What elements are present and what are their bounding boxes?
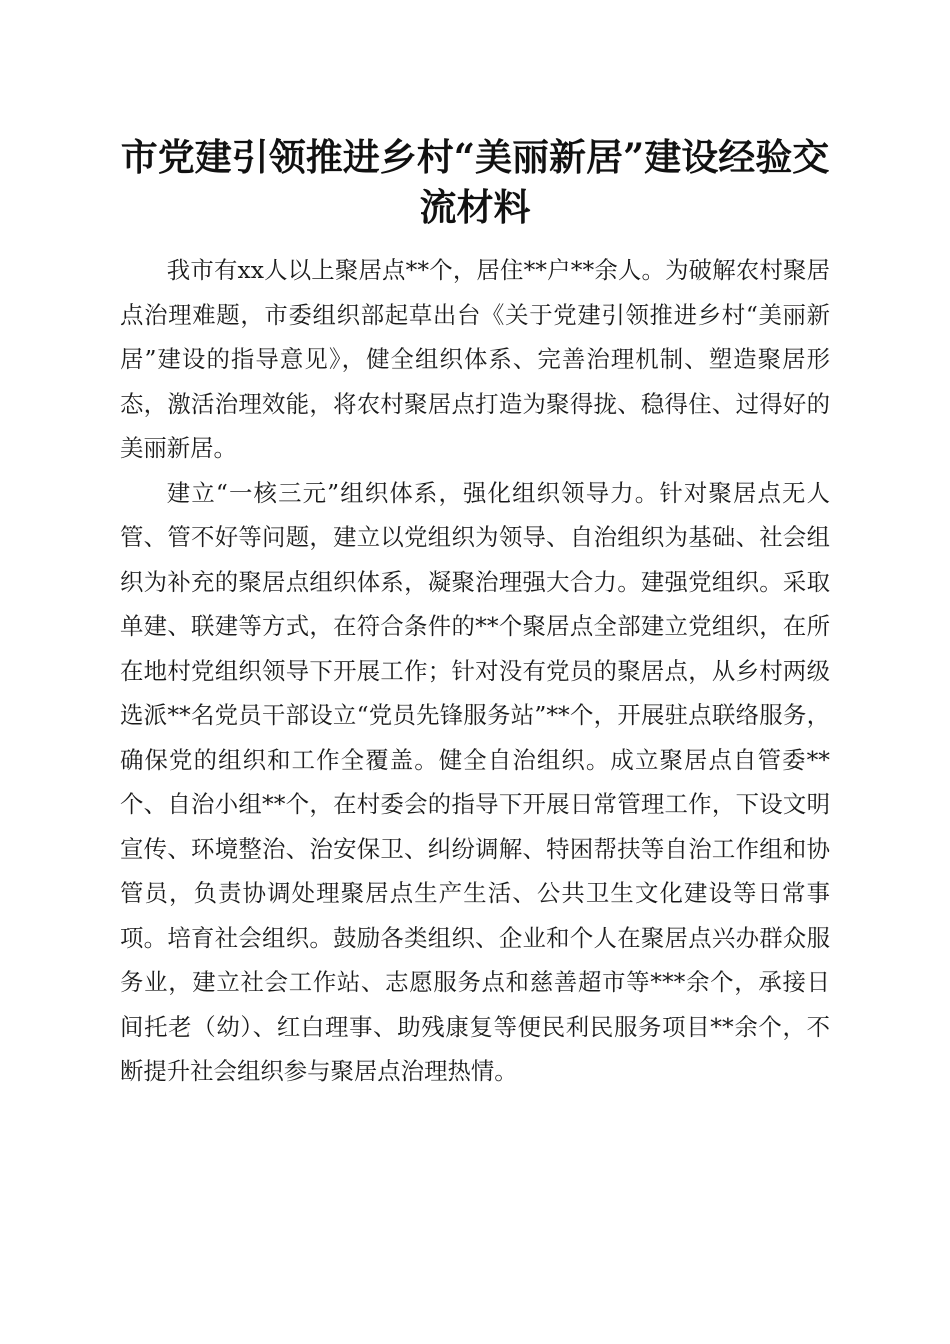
document-body: [120, 248, 830, 1094]
paragraph-intro: 我市有xx人以上聚居点**个，居住**户**余人。为破解农村聚居点治理难题，市委组织部起草出台《关于党建引领推进乡村“美丽新居”建设的指导意见》，健全组织体系、完善治理机制、塑造聚居形态，激活治理效能，将农村聚居点打造为聚得拢、稳得住、过得好的美丽新居。: [120, 256, 830, 462]
document-title: 市党建引领推进乡村“美丽新居”建设经验交流材料: [120, 135, 830, 229]
paragraph-organization-system: 建立“一核三元”组织体系，强化组织领导力。针对聚居点无人管、管不好等问题，建立以党组织为领导、自治组织为基础、社会组织为补充的聚居点组织体系，凝聚治理强大合力。建强党组织。采取单建、联建等方式，在符合条件的**个聚居点全部建立党组织，在所在地村党组织领导下开展工作；针对没有党员的聚居点，从乡村两级选派**名党员干部设立“党员先锋服务站”**个，开展驻点联络服务，确保党的组织和工作全覆盖。健全自治组织。成立聚居点自管委**个、自治小组**个，在村委会的指导下开展日常管理工作，下设文明宣传、环境整治、治安保卫、纠纷调解、特困帮扶等自治工作组和协管员，负责协调处理聚居点生产生活、公共卫生文化建设等日常事项。培育社会组织。鼓励各类组织、企业和个人在聚居点兴办群众服务业，建立社会工作站、志愿服务点和慈善超市等***余个，承接日间托老（幼）、红白理事、助残康复等便民利民服务项目**余个，不断提升社会组织参与聚居点治理热情。: [120, 478, 830, 1085]
